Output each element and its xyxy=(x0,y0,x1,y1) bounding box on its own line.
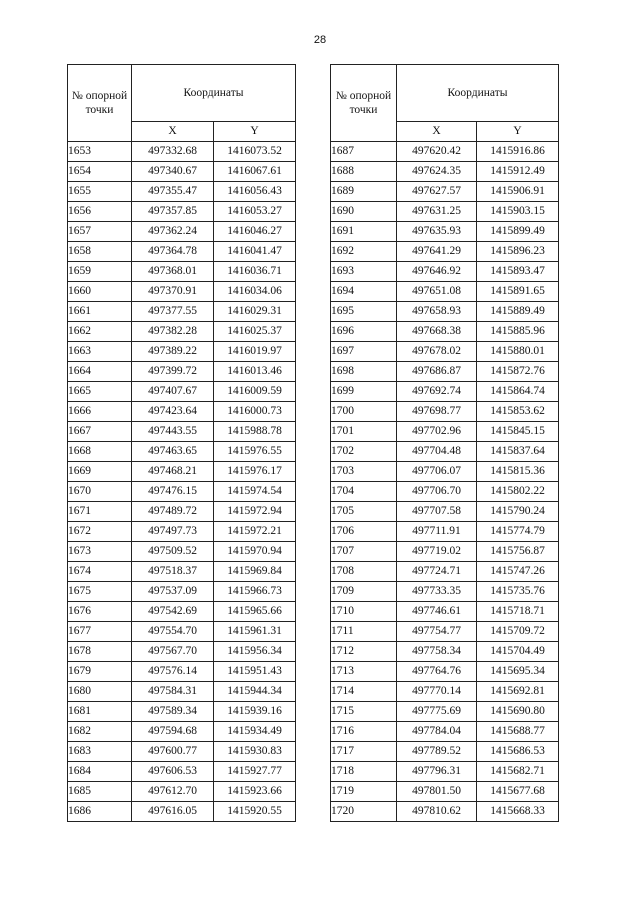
y-coordinate-cell: 1415845.15 xyxy=(477,422,559,442)
table-row xyxy=(68,302,296,322)
x-coordinate-cell: 497423.64 xyxy=(132,402,214,422)
y-coordinate-cell: 1416029.31 xyxy=(214,302,296,322)
x-coordinate-cell: 497711.91 xyxy=(397,522,477,542)
table-row xyxy=(68,642,296,662)
point-number-cell: 1672 xyxy=(68,522,132,542)
table-row xyxy=(68,262,296,282)
y-coordinate-cell: 1415956.34 xyxy=(214,642,296,662)
table-row xyxy=(68,722,296,742)
x-coordinate-cell: 497468.21 xyxy=(132,462,214,482)
table-row xyxy=(68,622,296,642)
table-row xyxy=(68,502,296,522)
x-coordinate-cell: 497606.53 xyxy=(132,762,214,782)
table-row xyxy=(331,422,559,442)
table-row xyxy=(68,202,296,222)
point-number-cell: 1704 xyxy=(331,482,397,502)
y-coordinate-cell: 1415966.73 xyxy=(214,582,296,602)
y-coordinate-cell: 1415686.53 xyxy=(477,742,559,762)
table-row xyxy=(331,342,559,362)
x-coordinate-cell: 497764.76 xyxy=(397,662,477,682)
y-coordinate-cell: 1415774.79 xyxy=(477,522,559,542)
table-row xyxy=(331,682,559,702)
x-coordinate-cell: 497668.38 xyxy=(397,322,477,342)
table-row xyxy=(331,522,559,542)
x-coordinate-cell: 497724.71 xyxy=(397,562,477,582)
x-coordinate-cell: 497340.67 xyxy=(132,162,214,182)
point-number-cell: 1685 xyxy=(68,782,132,802)
table-row xyxy=(68,522,296,542)
table-row xyxy=(68,742,296,762)
table-row xyxy=(331,702,559,722)
x-coordinate-cell: 497624.35 xyxy=(397,162,477,182)
y-coordinate-cell: 1415885.96 xyxy=(477,322,559,342)
table-row xyxy=(68,382,296,402)
x-coordinate-cell: 497770.14 xyxy=(397,682,477,702)
point-number-cell: 1659 xyxy=(68,262,132,282)
table-row xyxy=(331,802,559,822)
header-coordinates: Координаты xyxy=(132,65,296,122)
point-number-cell: 1695 xyxy=(331,302,397,322)
table-row xyxy=(331,622,559,642)
x-coordinate-cell: 497758.34 xyxy=(397,642,477,662)
point-number-cell: 1694 xyxy=(331,282,397,302)
point-number-cell: 1689 xyxy=(331,182,397,202)
y-coordinate-cell: 1415951.43 xyxy=(214,662,296,682)
y-coordinate-cell: 1415891.65 xyxy=(477,282,559,302)
table-row xyxy=(68,582,296,602)
page-number: 28 xyxy=(313,34,327,46)
point-number-cell: 1684 xyxy=(68,762,132,782)
point-number-cell: 1715 xyxy=(331,702,397,722)
y-coordinate-cell: 1415802.22 xyxy=(477,482,559,502)
x-coordinate-cell: 497631.25 xyxy=(397,202,477,222)
point-number-cell: 1706 xyxy=(331,522,397,542)
point-number-cell: 1662 xyxy=(68,322,132,342)
y-coordinate-cell: 1415930.83 xyxy=(214,742,296,762)
table-row xyxy=(68,482,296,502)
x-coordinate-cell: 497509.52 xyxy=(132,542,214,562)
point-number-cell: 1660 xyxy=(68,282,132,302)
point-number-cell: 1719 xyxy=(331,782,397,802)
x-coordinate-cell: 497789.52 xyxy=(397,742,477,762)
y-coordinate-cell: 1416053.27 xyxy=(214,202,296,222)
point-number-cell: 1717 xyxy=(331,742,397,762)
point-number-cell: 1708 xyxy=(331,562,397,582)
x-coordinate-cell: 497678.02 xyxy=(397,342,477,362)
y-coordinate-cell: 1415815.36 xyxy=(477,462,559,482)
x-coordinate-cell: 497497.73 xyxy=(132,522,214,542)
x-coordinate-cell: 497368.01 xyxy=(132,262,214,282)
point-number-cell: 1655 xyxy=(68,182,132,202)
point-number-cell: 1675 xyxy=(68,582,132,602)
x-coordinate-cell: 497362.24 xyxy=(132,222,214,242)
x-coordinate-cell: 497589.34 xyxy=(132,702,214,722)
x-coordinate-cell: 497542.69 xyxy=(132,602,214,622)
y-coordinate-cell: 1415903.15 xyxy=(477,202,559,222)
table-row xyxy=(68,802,296,822)
y-coordinate-cell: 1416046.27 xyxy=(214,222,296,242)
x-coordinate-cell: 497646.92 xyxy=(397,262,477,282)
x-coordinate-cell: 497651.08 xyxy=(397,282,477,302)
table-row xyxy=(331,502,559,522)
x-coordinate-cell: 497584.31 xyxy=(132,682,214,702)
y-coordinate-cell: 1415677.68 xyxy=(477,782,559,802)
point-number-cell: 1656 xyxy=(68,202,132,222)
table-row xyxy=(331,642,559,662)
x-coordinate-cell: 497704.48 xyxy=(397,442,477,462)
x-coordinate-cell: 497810.62 xyxy=(397,802,477,822)
point-number-cell: 1707 xyxy=(331,542,397,562)
table-row xyxy=(331,202,559,222)
x-coordinate-cell: 497719.02 xyxy=(397,542,477,562)
y-coordinate-cell: 1415970.94 xyxy=(214,542,296,562)
y-coordinate-cell: 1415668.33 xyxy=(477,802,559,822)
coordinates-table-right xyxy=(330,64,559,822)
point-number-cell: 1703 xyxy=(331,462,397,482)
table-row xyxy=(331,562,559,582)
point-number-cell: 1674 xyxy=(68,562,132,582)
point-number-cell: 1678 xyxy=(68,642,132,662)
x-coordinate-cell: 497370.91 xyxy=(132,282,214,302)
point-number-cell: 1720 xyxy=(331,802,397,822)
table-row xyxy=(331,242,559,262)
table-row xyxy=(68,442,296,462)
point-number-cell: 1665 xyxy=(68,382,132,402)
y-coordinate-cell: 1415927.77 xyxy=(214,762,296,782)
point-number-cell: 1701 xyxy=(331,422,397,442)
y-coordinate-cell: 1415988.78 xyxy=(214,422,296,442)
header-y: Y xyxy=(214,122,296,142)
point-number-cell: 1663 xyxy=(68,342,132,362)
table-row xyxy=(68,602,296,622)
x-coordinate-cell: 497476.15 xyxy=(132,482,214,502)
x-coordinate-cell: 497518.37 xyxy=(132,562,214,582)
table-row xyxy=(331,442,559,462)
header-point-number: № опорной точки xyxy=(68,65,132,142)
x-coordinate-cell: 497600.77 xyxy=(132,742,214,762)
y-coordinate-cell: 1415872.76 xyxy=(477,362,559,382)
table-row xyxy=(68,242,296,262)
table-row xyxy=(331,382,559,402)
table-row xyxy=(331,662,559,682)
table-row xyxy=(331,182,559,202)
header-coordinates: Координаты xyxy=(397,65,559,122)
point-number-cell: 1712 xyxy=(331,642,397,662)
y-coordinate-cell: 1415976.17 xyxy=(214,462,296,482)
point-number-cell: 1666 xyxy=(68,402,132,422)
y-coordinate-cell: 1415790.24 xyxy=(477,502,559,522)
point-number-cell: 1714 xyxy=(331,682,397,702)
point-number-cell: 1664 xyxy=(68,362,132,382)
table-row xyxy=(68,762,296,782)
point-number-cell: 1682 xyxy=(68,722,132,742)
header-x: X xyxy=(397,122,477,142)
x-coordinate-cell: 497377.55 xyxy=(132,302,214,322)
y-coordinate-cell: 1416009.59 xyxy=(214,382,296,402)
table-row xyxy=(331,782,559,802)
y-coordinate-cell: 1416000.73 xyxy=(214,402,296,422)
x-coordinate-cell: 497594.68 xyxy=(132,722,214,742)
y-coordinate-cell: 1415718.71 xyxy=(477,602,559,622)
table-row xyxy=(331,402,559,422)
point-number-cell: 1713 xyxy=(331,662,397,682)
y-coordinate-cell: 1415896.23 xyxy=(477,242,559,262)
table-row xyxy=(331,302,559,322)
x-coordinate-cell: 497443.55 xyxy=(132,422,214,442)
x-coordinate-cell: 497635.93 xyxy=(397,222,477,242)
x-coordinate-cell: 497746.61 xyxy=(397,602,477,622)
table-row xyxy=(331,322,559,342)
point-number-cell: 1661 xyxy=(68,302,132,322)
x-coordinate-cell: 497796.31 xyxy=(397,762,477,782)
y-coordinate-cell: 1415961.31 xyxy=(214,622,296,642)
x-coordinate-cell: 497658.93 xyxy=(397,302,477,322)
x-coordinate-cell: 497698.77 xyxy=(397,402,477,422)
x-coordinate-cell: 497616.05 xyxy=(132,802,214,822)
y-coordinate-cell: 1415695.34 xyxy=(477,662,559,682)
y-coordinate-cell: 1415735.76 xyxy=(477,582,559,602)
y-coordinate-cell: 1415976.55 xyxy=(214,442,296,462)
y-coordinate-cell: 1416036.71 xyxy=(214,262,296,282)
table-row xyxy=(331,462,559,482)
y-coordinate-cell: 1416073.52 xyxy=(214,142,296,162)
point-number-cell: 1683 xyxy=(68,742,132,762)
y-coordinate-cell: 1415853.62 xyxy=(477,402,559,422)
point-number-cell: 1668 xyxy=(68,442,132,462)
point-number-cell: 1702 xyxy=(331,442,397,462)
y-coordinate-cell: 1415692.81 xyxy=(477,682,559,702)
x-coordinate-cell: 497707.58 xyxy=(397,502,477,522)
y-coordinate-cell: 1415704.49 xyxy=(477,642,559,662)
point-number-cell: 1718 xyxy=(331,762,397,782)
point-number-cell: 1670 xyxy=(68,482,132,502)
x-coordinate-cell: 497357.85 xyxy=(132,202,214,222)
y-coordinate-cell: 1415747.26 xyxy=(477,562,559,582)
table-row xyxy=(68,282,296,302)
point-number-cell: 1686 xyxy=(68,802,132,822)
y-coordinate-cell: 1415923.66 xyxy=(214,782,296,802)
y-coordinate-cell: 1415690.80 xyxy=(477,702,559,722)
x-coordinate-cell: 497775.69 xyxy=(397,702,477,722)
table-row xyxy=(331,142,559,162)
x-coordinate-cell: 497692.74 xyxy=(397,382,477,402)
x-coordinate-cell: 497706.07 xyxy=(397,462,477,482)
table-row xyxy=(331,722,559,742)
y-coordinate-cell: 1415969.84 xyxy=(214,562,296,582)
point-number-cell: 1705 xyxy=(331,502,397,522)
point-number-cell: 1700 xyxy=(331,402,397,422)
header-x: X xyxy=(132,122,214,142)
point-number-cell: 1654 xyxy=(68,162,132,182)
point-number-cell: 1690 xyxy=(331,202,397,222)
y-coordinate-cell: 1415965.66 xyxy=(214,602,296,622)
x-coordinate-cell: 497332.68 xyxy=(132,142,214,162)
x-coordinate-cell: 497554.70 xyxy=(132,622,214,642)
table-row xyxy=(68,162,296,182)
table-row xyxy=(68,402,296,422)
table-row xyxy=(331,602,559,622)
y-coordinate-cell: 1415864.74 xyxy=(477,382,559,402)
table-row xyxy=(68,462,296,482)
y-coordinate-cell: 1415934.49 xyxy=(214,722,296,742)
table-row xyxy=(68,562,296,582)
y-coordinate-cell: 1415889.49 xyxy=(477,302,559,322)
x-coordinate-cell: 497620.42 xyxy=(397,142,477,162)
x-coordinate-cell: 497801.50 xyxy=(397,782,477,802)
point-number-cell: 1677 xyxy=(68,622,132,642)
y-coordinate-cell: 1415756.87 xyxy=(477,542,559,562)
y-coordinate-cell: 1415688.77 xyxy=(477,722,559,742)
point-number-cell: 1699 xyxy=(331,382,397,402)
point-number-cell: 1693 xyxy=(331,262,397,282)
x-coordinate-cell: 497382.28 xyxy=(132,322,214,342)
y-coordinate-cell: 1415972.21 xyxy=(214,522,296,542)
y-coordinate-cell: 1416013.46 xyxy=(214,362,296,382)
point-number-cell: 1692 xyxy=(331,242,397,262)
x-coordinate-cell: 497686.87 xyxy=(397,362,477,382)
table-row xyxy=(68,662,296,682)
x-coordinate-cell: 497641.29 xyxy=(397,242,477,262)
point-number-cell: 1673 xyxy=(68,542,132,562)
y-coordinate-cell: 1415920.55 xyxy=(214,802,296,822)
x-coordinate-cell: 497702.96 xyxy=(397,422,477,442)
y-coordinate-cell: 1416041.47 xyxy=(214,242,296,262)
y-coordinate-cell: 1415912.49 xyxy=(477,162,559,182)
y-coordinate-cell: 1415880.01 xyxy=(477,342,559,362)
table-row xyxy=(68,542,296,562)
point-number-cell: 1669 xyxy=(68,462,132,482)
point-number-cell: 1676 xyxy=(68,602,132,622)
x-coordinate-cell: 497612.70 xyxy=(132,782,214,802)
point-number-cell: 1698 xyxy=(331,362,397,382)
x-coordinate-cell: 497576.14 xyxy=(132,662,214,682)
x-coordinate-cell: 497355.47 xyxy=(132,182,214,202)
table-row xyxy=(68,362,296,382)
y-coordinate-cell: 1415906.91 xyxy=(477,182,559,202)
y-coordinate-cell: 1416025.37 xyxy=(214,322,296,342)
table-row xyxy=(331,582,559,602)
table-row xyxy=(68,702,296,722)
point-number-cell: 1679 xyxy=(68,662,132,682)
x-coordinate-cell: 497567.70 xyxy=(132,642,214,662)
y-coordinate-cell: 1415974.54 xyxy=(214,482,296,502)
point-number-cell: 1680 xyxy=(68,682,132,702)
x-coordinate-cell: 497407.67 xyxy=(132,382,214,402)
point-number-cell: 1711 xyxy=(331,622,397,642)
x-coordinate-cell: 497784.04 xyxy=(397,722,477,742)
header-point-number: № опорной точки xyxy=(331,65,397,142)
point-number-cell: 1691 xyxy=(331,222,397,242)
y-coordinate-cell: 1416067.61 xyxy=(214,162,296,182)
y-coordinate-cell: 1416034.06 xyxy=(214,282,296,302)
coordinates-table-left xyxy=(67,64,296,822)
x-coordinate-cell: 497537.09 xyxy=(132,582,214,602)
table-row xyxy=(68,322,296,342)
table-row xyxy=(331,162,559,182)
table-row xyxy=(68,342,296,362)
point-number-cell: 1667 xyxy=(68,422,132,442)
y-coordinate-cell: 1416056.43 xyxy=(214,182,296,202)
y-coordinate-cell: 1415899.49 xyxy=(477,222,559,242)
x-coordinate-cell: 497489.72 xyxy=(132,502,214,522)
x-coordinate-cell: 497627.57 xyxy=(397,182,477,202)
point-number-cell: 1697 xyxy=(331,342,397,362)
y-coordinate-cell: 1415709.72 xyxy=(477,622,559,642)
table-row xyxy=(68,142,296,162)
point-number-cell: 1696 xyxy=(331,322,397,342)
x-coordinate-cell: 497463.65 xyxy=(132,442,214,462)
point-number-cell: 1716 xyxy=(331,722,397,742)
y-coordinate-cell: 1415916.86 xyxy=(477,142,559,162)
point-number-cell: 1709 xyxy=(331,582,397,602)
point-number-cell: 1710 xyxy=(331,602,397,622)
x-coordinate-cell: 497389.22 xyxy=(132,342,214,362)
table-row xyxy=(68,222,296,242)
y-coordinate-cell: 1415893.47 xyxy=(477,262,559,282)
table-row xyxy=(331,222,559,242)
y-coordinate-cell: 1416019.97 xyxy=(214,342,296,362)
x-coordinate-cell: 497399.72 xyxy=(132,362,214,382)
y-coordinate-cell: 1415972.94 xyxy=(214,502,296,522)
point-number-cell: 1657 xyxy=(68,222,132,242)
table-row xyxy=(331,482,559,502)
table-row xyxy=(68,682,296,702)
y-coordinate-cell: 1415682.71 xyxy=(477,762,559,782)
point-number-cell: 1653 xyxy=(68,142,132,162)
point-number-cell: 1687 xyxy=(331,142,397,162)
point-number-cell: 1681 xyxy=(68,702,132,722)
table-row xyxy=(331,282,559,302)
y-coordinate-cell: 1415939.16 xyxy=(214,702,296,722)
point-number-cell: 1671 xyxy=(68,502,132,522)
table-row xyxy=(331,262,559,282)
table-row xyxy=(331,542,559,562)
x-coordinate-cell: 497754.77 xyxy=(397,622,477,642)
x-coordinate-cell: 497706.70 xyxy=(397,482,477,502)
table-row xyxy=(68,422,296,442)
table-row xyxy=(68,182,296,202)
point-number-cell: 1658 xyxy=(68,242,132,262)
table-row xyxy=(331,742,559,762)
x-coordinate-cell: 497733.35 xyxy=(397,582,477,602)
table-row xyxy=(331,362,559,382)
header-y: Y xyxy=(477,122,559,142)
table-row xyxy=(331,762,559,782)
point-number-cell: 1688 xyxy=(331,162,397,182)
y-coordinate-cell: 1415944.34 xyxy=(214,682,296,702)
x-coordinate-cell: 497364.78 xyxy=(132,242,214,262)
table-row xyxy=(68,782,296,802)
y-coordinate-cell: 1415837.64 xyxy=(477,442,559,462)
